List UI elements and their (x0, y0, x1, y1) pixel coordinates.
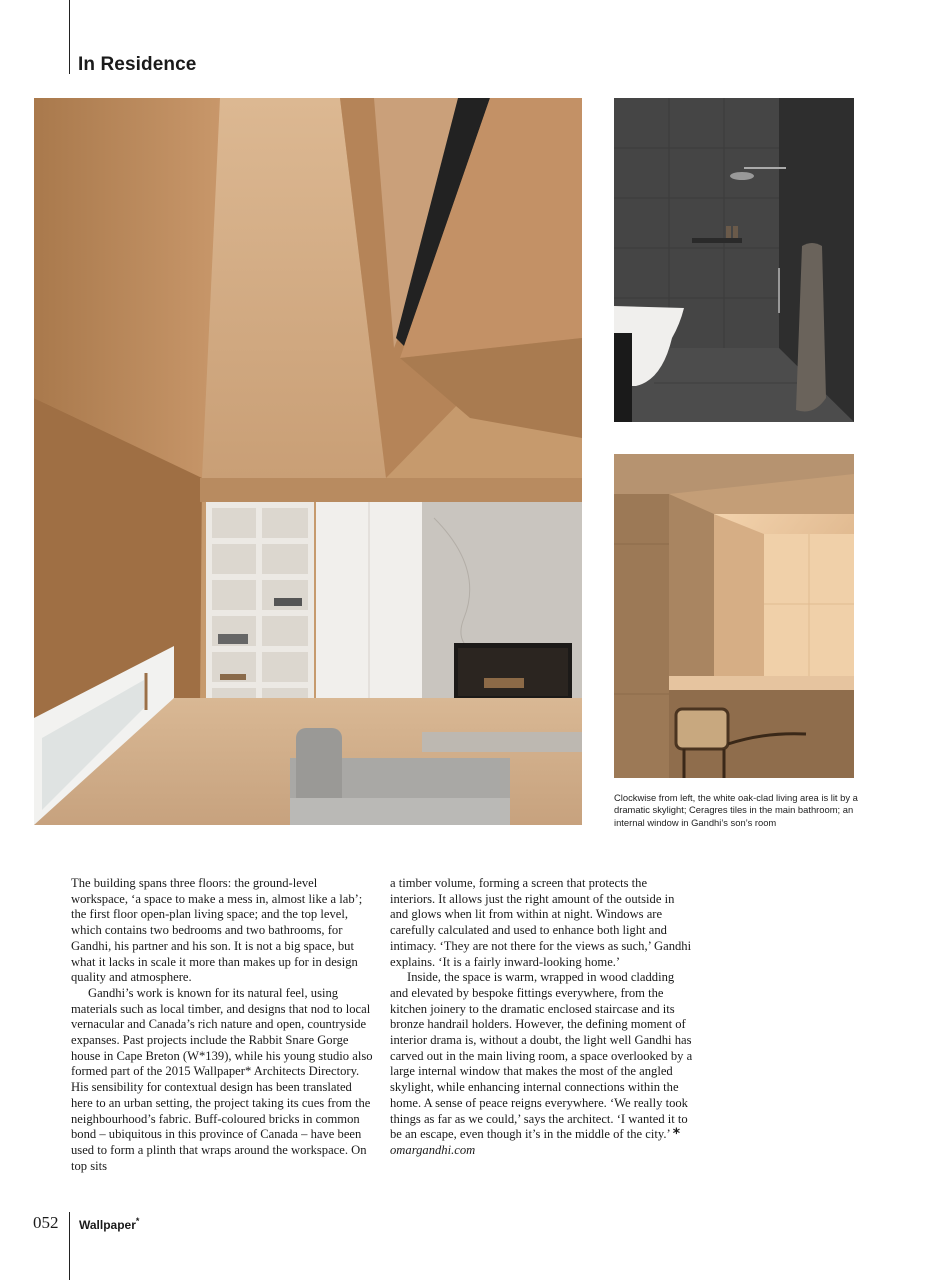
magazine-name (79, 1216, 139, 1232)
article-column-right (390, 876, 695, 1159)
article-paragraph: The building spans three floors: the ground-level workspace, ‘a space to make a mess in, almost like a lab’; the first floor open-plan living space; and the top level, which contains two bedrooms and two bathrooms, for Gandhi, his partner and his son. It is not a big space, but what it lacks in scale it more than makes up for in design quality and atmosphere. (71, 876, 363, 985)
living-area-photo (34, 98, 582, 825)
website-credit: omargandhi.com (390, 1142, 476, 1157)
article-paragraph-text: Inside, the space is warm, wrapped in wood cladding and elevated by bespoke fittings everywhere, from the kitchen joinery to the dramatic enclosed staircase and its bronze handrail holders. However, the defining moment of interior drama is, without a doubt, the light well Gandhi has carved out in the main living room, a space overlooked by a large internal window that makes the most of the angled skylight, while enhancing internal connections within the home. A sense of peace reigns everywhere. ‘We really took things as far as we could,’ says the architect. ‘I wanted it to be an escape, even though it’s in the middle of the city.’ (390, 970, 693, 1142)
footer-vertical-rule (69, 1212, 70, 1280)
end-mark-icon: * (672, 1126, 681, 1143)
article-column-left (71, 876, 376, 1174)
magazine-name-text: Wallpaper (79, 1218, 136, 1232)
internal-window-photo (614, 454, 854, 778)
article-paragraph: a timber volume, forming a screen that protects the interiors. It allows just the right amount of the outside in and glows when lit from within at night. Windows are carefully calculated and used to enhance both light and intimacy. ‘They are not there for the views as such,’ Gandhi explains. ‘It is a fairly inward-looking home.’ (390, 876, 692, 969)
magazine-mark: * (135, 1216, 140, 1226)
section-title: In Residence (78, 54, 197, 75)
page-number: 052 (33, 1213, 59, 1232)
top-vertical-rule (69, 0, 70, 74)
photo-caption: Clockwise from left, the white oak-clad living area is lit by a dramatic skylight; Ceragres tiles in the main bathroom; an internal window in Gandhi’s son’s room (614, 792, 858, 828)
bathroom-photo (614, 98, 854, 422)
article-paragraph: Gandhi’s work is known for its natural feel, using materials such as local timber, and designs that nod to local vernacular and Canada’s rich nature and open, countryside expanses. Past projects include the Rabbit Snare Gorge house in Cape Breton (W*139), while his young studio also formed part of the 2015 Wallpaper* Architects Directory. His sensibility for contextual design has been translated here to an urban setting, the project taking its cues from the neighbourhood’s fabric. Buff-coloured bricks in common bond – ubiquitous in this province of Canada – have been used to form a plinth that wraps around the workspace. On top sits (71, 985, 373, 1173)
article-paragraph (390, 970, 695, 1143)
